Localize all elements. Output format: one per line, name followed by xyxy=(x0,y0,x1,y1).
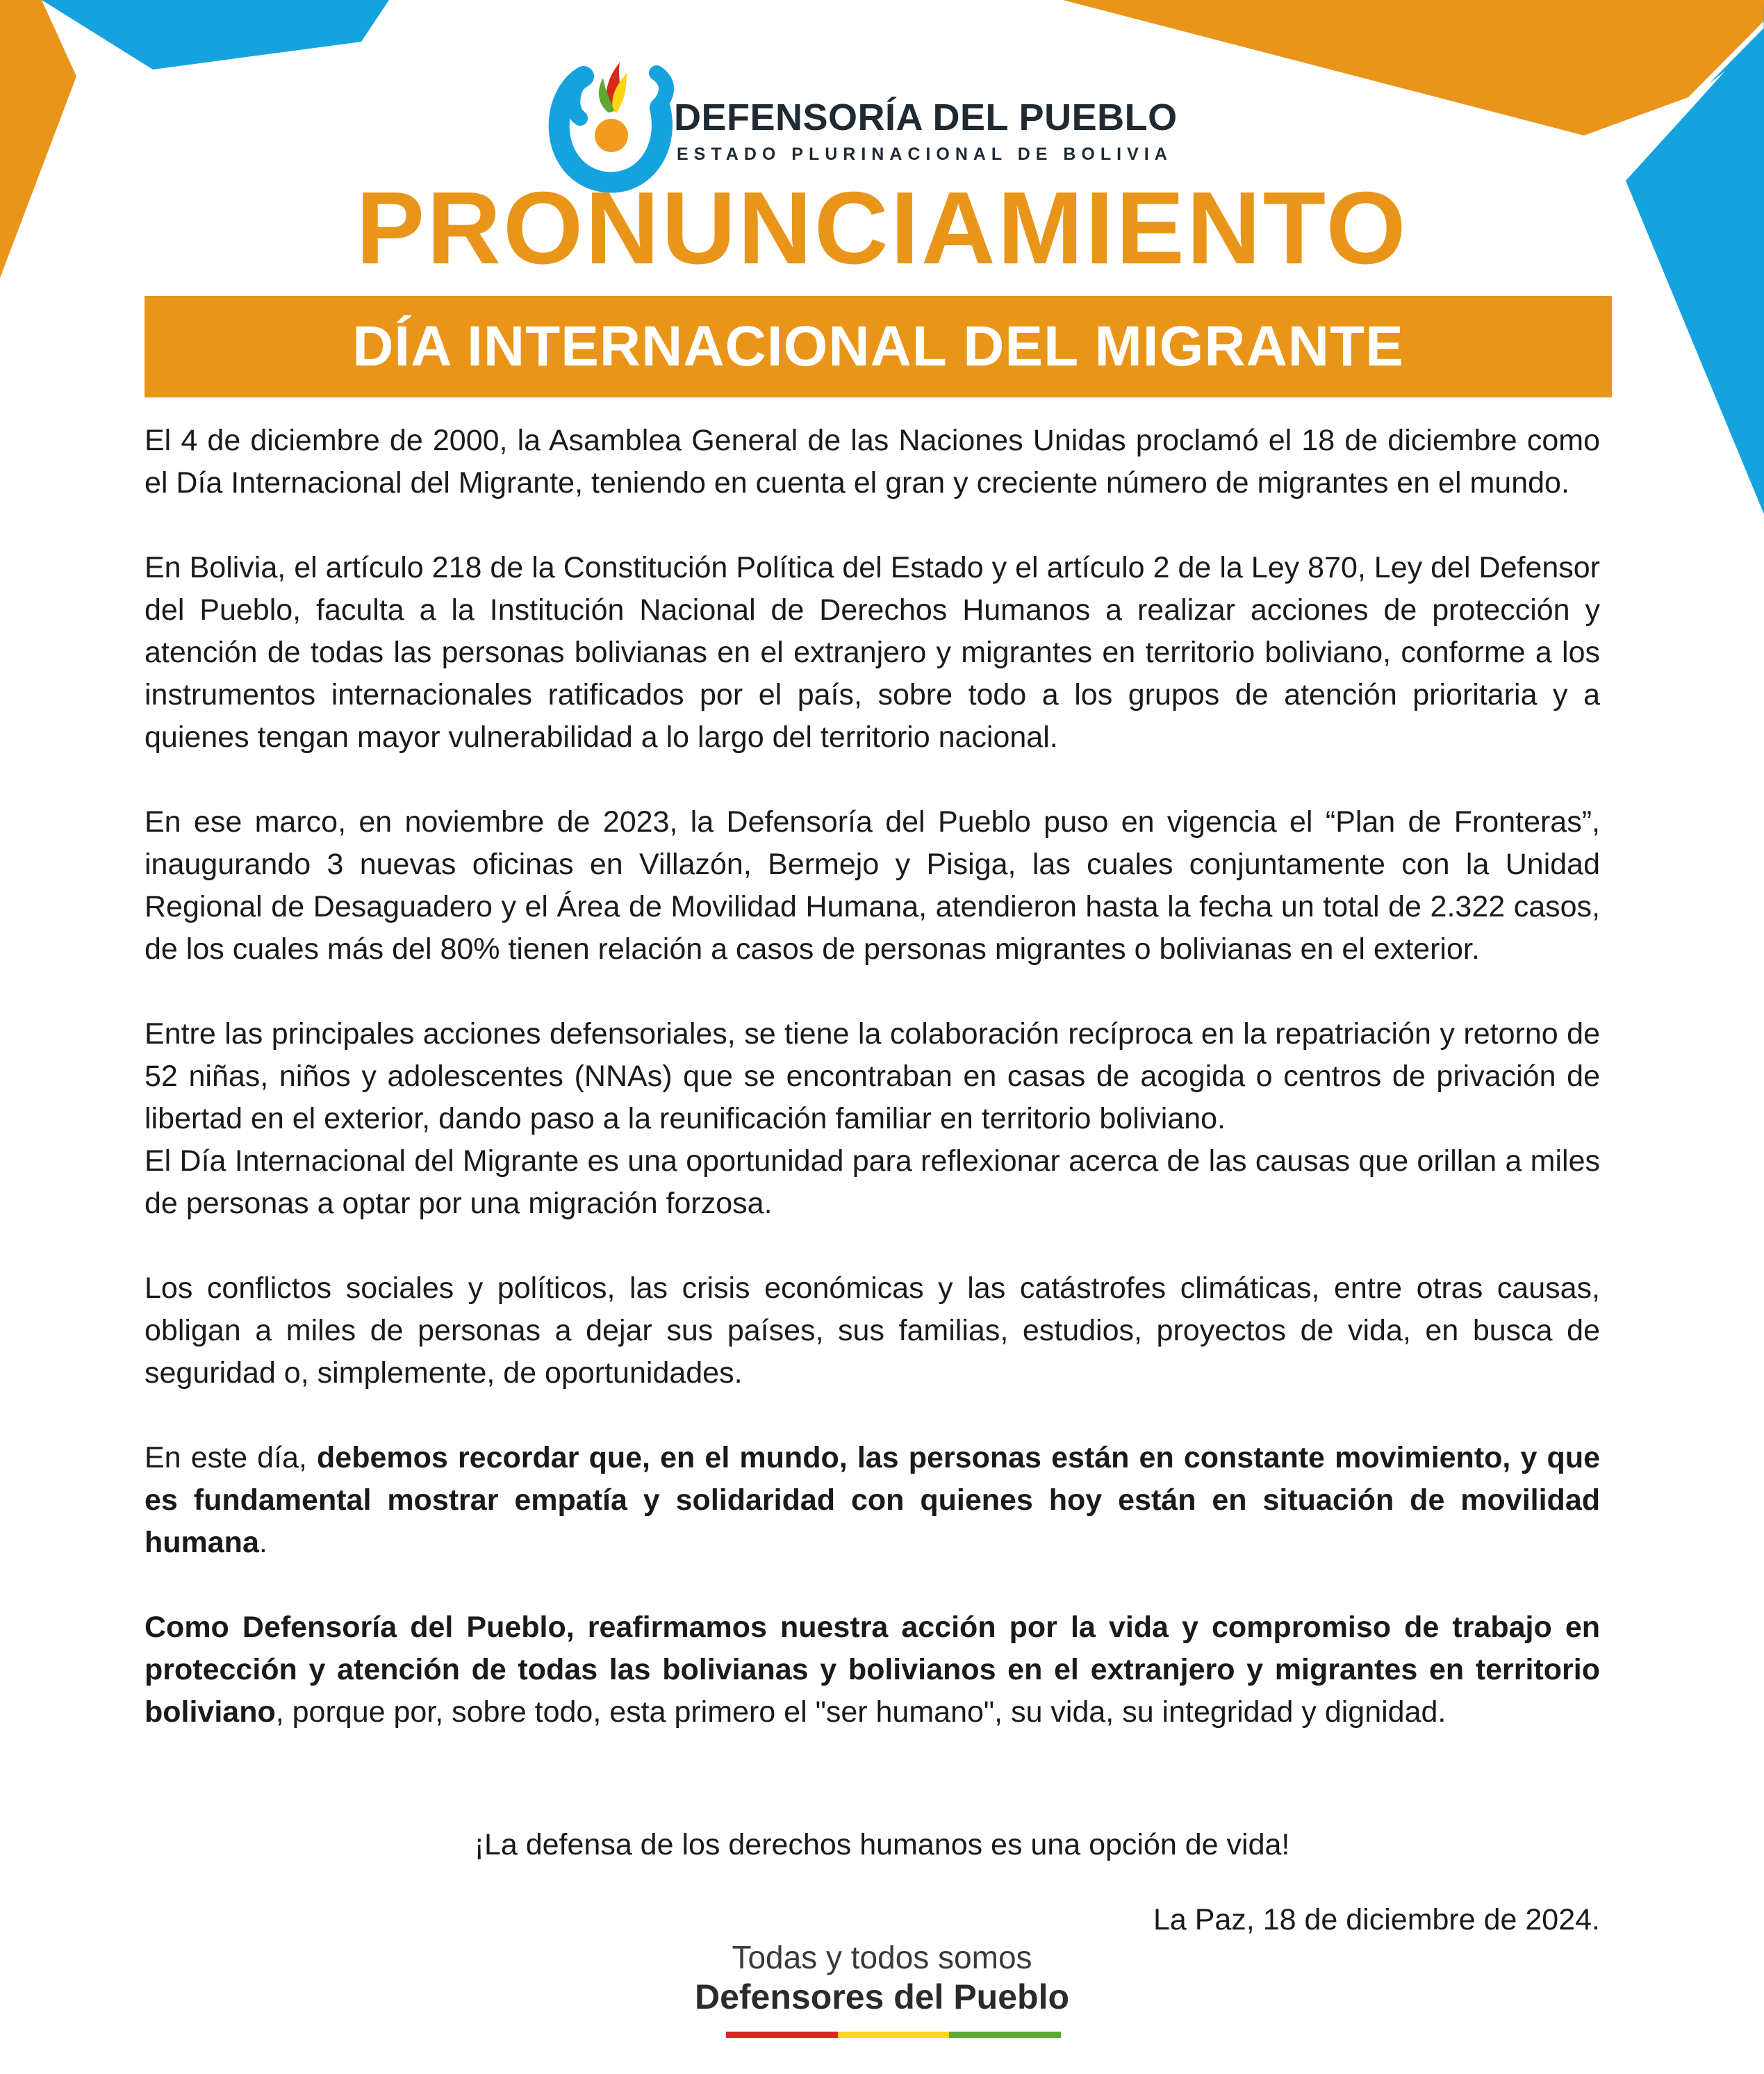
paragraph-commitment xyxy=(145,1606,1600,1734)
flag-stripe xyxy=(726,2032,1061,2038)
paragraph: El Día Internacional del Migrante es una oportunidad para reflexionar acerca de las causas que orillan a miles de personas a optar por una migración forzosa. xyxy=(145,1144,1600,1220)
date-line: La Paz, 18 de diciembre de 2024. xyxy=(1153,1903,1600,1936)
page-title: PRONUNCIAMIENTO xyxy=(356,171,1408,286)
text-run: En este día, xyxy=(145,1441,318,1474)
org-name: DEFENSORÍA DEL PUEBLO xyxy=(674,97,1178,138)
motto: ¡La defensa de los derechos humanos es una opción de vida! xyxy=(474,1828,1290,1861)
text-run: . xyxy=(258,1526,267,1559)
banner-text: DÍA INTERNACIONAL DEL MIGRANTE xyxy=(352,315,1404,378)
document-body xyxy=(145,420,1600,1776)
paragraph-emphasis xyxy=(145,1437,1600,1564)
bold-text: debemos recordar que, en el mundo, las personas están en constante movimiento, y que es fundamental mostrar empatía y solidaridad con quienes hoy están en situación de movilidad humana xyxy=(145,1441,1600,1559)
paragraph: En ese marco, en noviembre de 2023, la Defensoría del Pueblo puso en vigencia el “Plan de Fronteras”, inaugurando 3 nuevas oficinas en Villazón, Bermejo y Pisiga, las cuales conjuntamente con la Unidad Regional de Desaguadero y el Área de Movilidad Humana, atendieron hasta la fecha un total de 2.322 casos, de los cuales más del 80% tienen relación a casos de personas migrantes o bolivianas en el exterior. xyxy=(145,805,1600,966)
paragraph: Los conflictos sociales y políticos, las crisis económicas y las catástrofes climáticas, entre otras causas, obligan a miles de personas a dejar sus países, sus familias, estudios, proyectos de vida, en busca de seguridad o, simplemente, de oportunidades. xyxy=(145,1271,1600,1390)
title-banner xyxy=(145,296,1612,397)
bold-text: Como Defensoría del Pueblo, reafirmamos nuestra acción por la vida y compromiso de trabajo en protección y atención de todas las bolivianas y bolivianos en el extranjero y migrantes en territorio boliviano xyxy=(145,1611,1600,1729)
footer-slogan-line1: Todas y todos somos xyxy=(732,1939,1032,1975)
text-run: , porque por, sobre todo, esta primero el "ser humano", su vida, su integridad y dignidad. xyxy=(275,1695,1446,1729)
flag-red xyxy=(726,2032,838,2038)
paragraph: El 4 de diciembre de 2000, la Asamblea General de las Naciones Unidas proclamó el 18 de diciembre como el Día Internacional del Migrante, teniendo en cuenta el gran y creciente número de migrantes en el mundo. xyxy=(145,424,1600,500)
paragraph: Entre las principales acciones defensoriales, se tiene la colaboración recíproca en la repatriación y retorno de 52 niñas, niños y adolescentes (NNAs) que se encontraban en casas de acogida o centros de privación de libertad en el exterior, dando paso a la reunificación familiar en territorio boliviano. xyxy=(145,1017,1600,1135)
flag-yellow xyxy=(838,2032,950,2038)
org-subtitle: ESTADO PLURINACIONAL DE BOLIVIA xyxy=(677,145,1173,164)
flag-green xyxy=(949,2032,1061,2038)
paragraph: En Bolivia, el artículo 218 de la Constitución Política del Estado y el artículo 2 de la Ley 870, Ley del Defensor del Pueblo, faculta a la Institución Nacional de Derechos Humanos a realizar acciones de protección y atención de todas las personas bolivianas en el extranjero y migrantes en territorio boliviano, conforme a los instrumentos internacionales ratificados por el país, sobre todo a los grupos de atención prioritaria y a quienes tengan mayor vulnerabilidad a lo largo del territorio nacional. xyxy=(145,551,1600,754)
footer-slogan-line2: Defensores del Pueblo xyxy=(694,1977,1070,2016)
